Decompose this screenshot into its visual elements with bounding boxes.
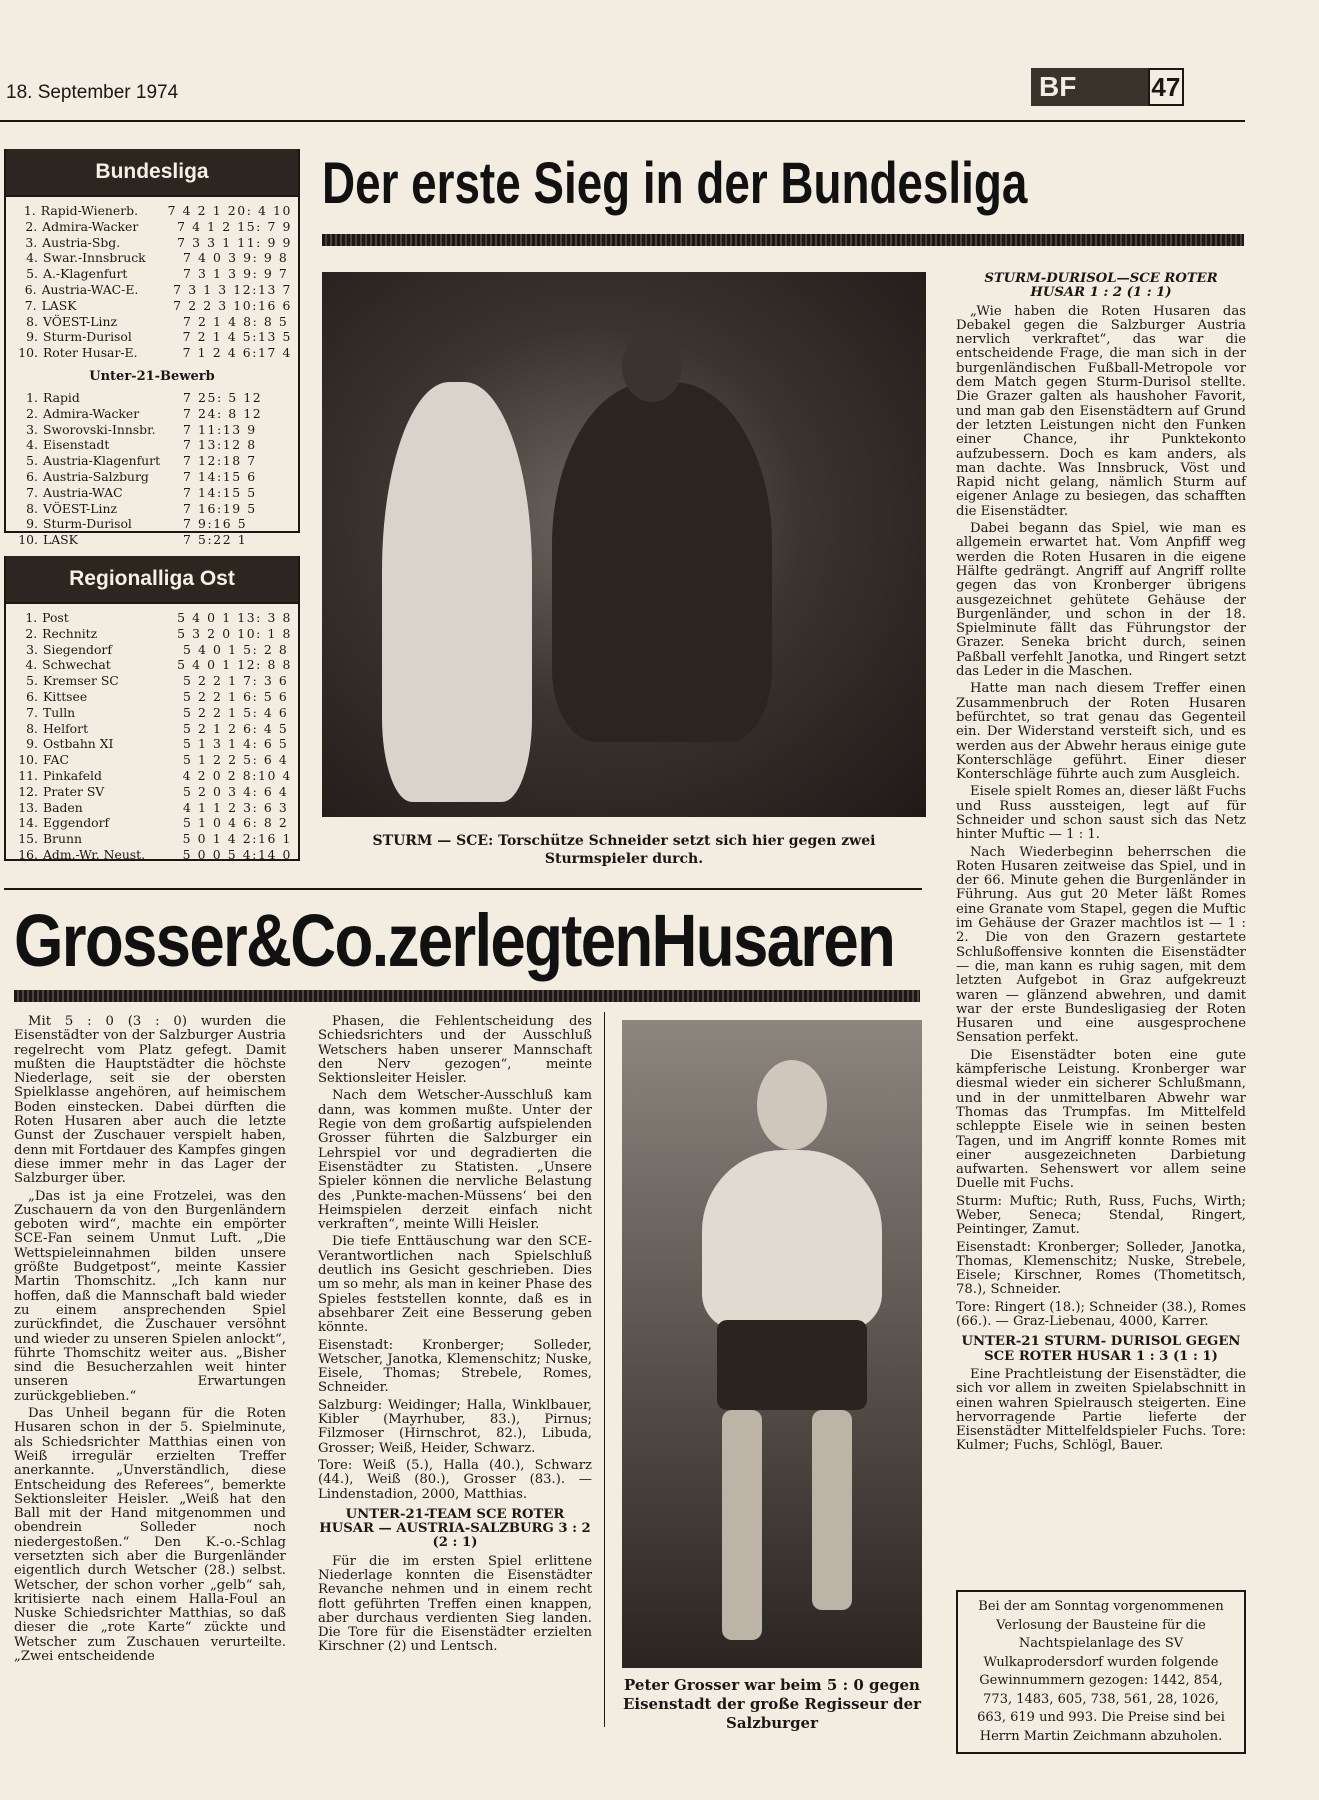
- table-row: [14, 626, 292, 642]
- regionalliga-rows: [6, 604, 298, 863]
- table-cell-rank: 7.: [24, 297, 37, 313]
- table-cell-stats: 7 4 2 1 20: 4 10: [167, 203, 292, 218]
- table-row: [14, 689, 292, 705]
- table-cell-stats: 7 2 1 4 5:13 5: [182, 329, 292, 345]
- paper-badge: [1031, 68, 1184, 106]
- table-cell-rank: 3.: [25, 234, 38, 250]
- table-cell-team: Eggendorf: [43, 815, 110, 831]
- headline-main: Der erste Sieg in der Bundesliga: [322, 151, 1028, 216]
- player-leg-right: [812, 1410, 852, 1610]
- table-cell-team: Ostbahn XI: [43, 736, 114, 752]
- table-cell-rank: 5.: [26, 673, 38, 689]
- table-row: [14, 815, 292, 831]
- table-cell-team: Kremser SC: [43, 673, 119, 689]
- table-cell-rank: 10.: [18, 752, 38, 768]
- table-cell-team: Roter Husar-E.: [42, 345, 138, 361]
- table-row: [14, 437, 292, 453]
- table-cell-rank: 3.: [26, 421, 38, 437]
- paragraph: Eisenstadt: Kronberger; Solleder, Wetscher, Janotka, Klemenschitz; Nuske, Eisele, Thomas; Strebele, Romes, Schneider.: [318, 1337, 592, 1396]
- article2-column-2: [318, 1015, 592, 1658]
- paragraph: Die Eisenstädter boten eine gute kämpferische Leistung. Kronberger war diesmal wieder ein sicherer Schlußmann, und in der unmittelbaren Abwehr war Thomas das Trumpfas. Im Mittelfeld schleppte Eisele wie in seinen besten Tagen, und im Angriff konnte Romes mit einer ausgezeichneten Darbietung aufwarten. Sehenswert vor allem seine Duelle mit Fuchs.: [956, 1047, 1246, 1192]
- table-cell-team: Austria-Sbg.: [42, 234, 121, 250]
- regionalliga-table: [4, 556, 300, 861]
- table-cell-stats: 7 2 1 4 8: 8 5: [183, 313, 289, 329]
- table-row: [14, 721, 292, 737]
- table-cell-stats: 7 14:15 6: [183, 468, 257, 484]
- player-leg-left: [722, 1410, 762, 1640]
- table-cell-team: Sworovski-Innsbr.: [43, 421, 156, 437]
- table-cell-stats: 7 25: 5 12: [183, 389, 263, 405]
- regionalliga-title: Regionalliga Ost: [6, 556, 298, 604]
- table-row: [14, 784, 292, 800]
- table-cell-rank: 5.: [26, 266, 38, 282]
- table-row: [14, 314, 292, 330]
- table-cell-rank: 9.: [26, 516, 38, 532]
- table-cell-team: Tulln: [43, 704, 76, 720]
- player-head: [622, 332, 682, 402]
- paragraph: Hatte man nach diesem Treffer einen Zusammenbruch der Roten Husaren befürchtet, so trat genau das Gegenteil ein. Der Widerstand versteift sich, und es werden aus der Abwehr heraus einige gute Konterschläge geführt. Einer dieser Konterschläge führte auch zum Ausgleich.: [956, 681, 1246, 783]
- table-cell-team: VÖEST-Linz: [43, 500, 117, 516]
- u21-rows: [6, 390, 298, 548]
- bundesliga-title: Bundesliga: [6, 149, 298, 197]
- table-cell-stats: 7 3 1 3 9: 9 7: [183, 266, 289, 282]
- paragraph: „Das ist ja eine Frotzelei, was den Zuschauern da von den Burgenländern geboten wird“, machte ein empörter SCE-Fan seinem Unmut Luft. „Die Wettspieleinnahmen bilden unsere größte Budgetpost“, meinte Kassier Martin Thomschitz. „Ich kann nur hoffen, daß die Mannschaft bald wieder zu einem ansprechenden Spiel zurückfindet, die Zuschauer versöhnt und wieder zu unseren Spielen anlockt“, führte Thomschitz weiter aus. „Bisher sind die Besucherzahlen weit hinter unseren Erwartungen zurückgeblieben.“: [14, 1188, 286, 1404]
- table-cell-rank: 14.: [18, 815, 38, 831]
- table-row: [14, 485, 292, 501]
- table-row: [14, 203, 292, 219]
- player-shorts: [717, 1320, 867, 1410]
- table-row: [14, 406, 292, 422]
- table-cell-stats: 7 5:22 1: [183, 532, 248, 548]
- table-cell-rank: 1.: [25, 610, 38, 625]
- table-row: [14, 516, 292, 532]
- table-cell-stats: 5 4 0 1 13: 3 8: [177, 610, 292, 625]
- table-cell-rank: 2.: [25, 218, 38, 234]
- lottery-notice: Bei der am Sonntag vorgenommenen Verlosung der Bausteine für die Nachtspielanlage des SV Wulkaprodersdorf wurden folgende Gewinnummern gezogen: 1442, 854, 773, 1483, 605, 738, 561, 28, 1026, 663, 619 und 993. Die Preise sind bei Herrn Martin Zeichmann abzuholen.: [956, 1590, 1246, 1754]
- article2-u21-text: Für die im ersten Spiel erlittene Niederlage konnten die Eisenstädter Revanche nehmen und in einem recht flott geführten Treffen einen knappen, aber durchaus verdienten Sieg landen. Die Tore für die Eisenstädter erzielten Kirschner (2) und Lentsch.: [318, 1553, 592, 1655]
- table-cell-stats: 7 11:13 9: [183, 421, 257, 437]
- table-row: [14, 501, 292, 517]
- table-cell-stats: 5 0 1 4 2:16 1: [182, 831, 292, 847]
- table-cell-rank: 5.: [26, 453, 38, 469]
- table-cell-rank: 1.: [26, 389, 38, 405]
- table-cell-rank: 4.: [25, 657, 38, 673]
- table-cell-stats: 5 2 2 1 6: 5 6: [183, 688, 289, 704]
- page-number: 47: [1148, 68, 1184, 106]
- article2-top-rule: [4, 888, 922, 890]
- article2-column-1: [14, 1015, 286, 1667]
- table-cell-stats: 7 14:15 5: [183, 484, 257, 500]
- table-cell-team: Siegendorf: [43, 641, 112, 657]
- table-cell-team: Austria-Klagenfurt: [43, 453, 161, 469]
- table-cell-rank: 4.: [26, 250, 38, 266]
- headline-bar-2: [14, 990, 920, 1002]
- paragraph: Phasen, die Fehlentscheidung des Schiedsrichters und der Ausschluß Wetschers haben unserer Mannschaft den Nerv gezogen“, meinte Sektionsleiter Heisler.: [318, 1014, 592, 1087]
- table-cell-stats: 7 24: 8 12: [183, 405, 263, 421]
- table-cell-stats: 5 0 0 5 4:14 0: [182, 846, 292, 862]
- headline-second: Grosser&Co.zerlegtenHusaren: [14, 899, 895, 982]
- table-cell-team: Rapid-Wienerb.: [40, 203, 139, 218]
- table-cell-stats: 5 1 2 2 5: 6 4: [183, 752, 289, 768]
- table-cell-stats: 5 4 0 1 5: 2 8: [183, 641, 289, 657]
- player-white-figure: [382, 382, 532, 802]
- player-jersey: [702, 1150, 882, 1330]
- table-cell-rank: 8.: [26, 313, 38, 329]
- table-row: [14, 610, 292, 626]
- table-row: [14, 657, 292, 673]
- column-divider: [604, 1012, 605, 1727]
- table-cell-team: Adm.-Wr. Neust.: [42, 846, 146, 862]
- table-cell-team: LASK: [43, 532, 78, 548]
- table-cell-team: Prater SV: [43, 783, 105, 799]
- article2-u21-title: UNTER-21-TEAM SCE ROTER HUSAR — AUSTRIA-SALZBURG 3 : 2 (2 : 1): [319, 1506, 591, 1551]
- table-cell-rank: 11.: [18, 767, 38, 783]
- table-row: [14, 266, 292, 282]
- table-row: [14, 235, 292, 251]
- table-cell-stats: 5 2 1 2 6: 4 5: [183, 720, 289, 736]
- table-row: [14, 250, 292, 266]
- paragraph: Nach dem Wetscher-Ausschluß kam dann, was kommen mußte. Unter der Regie von dem großartig aufspielenden Grosser führten die Salzburger ein Lehrspiel vor und degradierten die Eisenstädter zu Statisten. „Unsere Spieler können die nervliche Belastung des ‚Punkte-machen-Müssens‘ bei den Heimspielen derzeit einfach nicht verkraften“, meinte Willi Heisler.: [318, 1088, 592, 1233]
- table-row: [14, 642, 292, 658]
- table-cell-stats: 7 13:12 8: [183, 437, 257, 453]
- table-row: [14, 532, 292, 548]
- table-cell-team: Kittsee: [43, 688, 88, 704]
- table-cell-team: Rechnitz: [42, 625, 98, 641]
- table-cell-stats: 7 2 2 3 10:16 6: [173, 297, 292, 313]
- table-cell-rank: 9.: [26, 736, 38, 752]
- paragraph: Eisele spielt Romes an, dieser läßt Fuchs und Russ aussteigen, legt auf für Schneider und schon saust sich das Netz hinter Muftic — 1 : 1.: [956, 784, 1246, 843]
- table-cell-rank: 7.: [26, 484, 38, 500]
- match-photo: [322, 272, 926, 817]
- table-row: [14, 768, 292, 784]
- table-cell-team: Eisenstadt: [43, 437, 110, 453]
- table-cell-rank: 9.: [26, 329, 38, 345]
- bundesliga-rows: [6, 197, 298, 361]
- table-cell-rank: 7.: [26, 704, 38, 720]
- table-row: [14, 453, 292, 469]
- table-row: [14, 345, 292, 361]
- article1-u21-text: Eine Prachtleistung der Eisenstädter, die sich vor allem in zweiten Spielabschnitt in einen wahren Spielrausch steigerten. Eine hervorragende Partie lieferte der Eisenstädter Mittelfeldspieler Fuchs. Tore: Kulmer; Fuchs, Schlögl, Bauer.: [956, 1366, 1246, 1454]
- table-cell-team: Post: [42, 610, 69, 625]
- table-cell-team: Rapid: [43, 389, 80, 405]
- table-cell-team: VÖEST-Linz: [43, 313, 117, 329]
- table-cell-stats: 7 3 3 1 11: 9 9: [177, 234, 292, 250]
- table-cell-rank: 4.: [26, 437, 38, 453]
- paragraph: Tore: Weiß (5.), Halla (40.), Schwarz (44.), Weiß (80.), Grosser (83.). — Lindenstadion, 2000, Matthias.: [318, 1457, 592, 1502]
- player-dark-figure: [552, 382, 772, 742]
- table-row: [14, 282, 292, 298]
- table-cell-team: Schwechat: [42, 657, 111, 673]
- table-cell-stats: 7 4 0 3 9: 9 8: [183, 250, 289, 266]
- table-cell-rank: 6.: [26, 468, 38, 484]
- paragraph: Dabei begann das Spiel, wie man es allgemein erwartet hat. Vom Anpfiff weg werden die Roten Husaren in die eigene Hälfte gedrängt. Angriff auf Angriff rollte gegen das von Kronberger übrigens ausgezeichnet gehütete Gehäuse der Burgenländer, und schon in der 18. Spielminute fällt das Führungstor der Grazer. Seneka bricht durch, seinen Paßball verfehlt Janotka, und Ringert setzt das Leder in die Maschen.: [956, 521, 1246, 680]
- table-cell-rank: 6.: [24, 281, 37, 297]
- paragraph: Salzburg: Weidinger; Halla, Winklbauer, Kibler (Mayrhuber, 83.), Pirnus; Filzmoser (Hirnschrot, 82.), Libuda, Grosser; Weiß, Heider, Schwarz.: [318, 1397, 592, 1456]
- paragraph: „Wie haben die Roten Husaren das Debakel gegen die Salzburger Austria nervlich verkraftet“, das war die entscheidende Frage, die man sich in der burgenländischen Fußball-Metropole vor dem Match gegen Sturm-Durisol stellte. Die Grazer galten als haushoher Favorit, und man gab den Eisenstädtern auf Grund der letzten Leistungen nicht den Funken einer Chance, ihr Punktekonto aufzubessern. Doch es kam anders, als man dachte. Was Innsbruck, Vöst und Rapid nicht gelang, nämlich Sturm auf eigener Anlage zu besiegen, das schafften die Eisenstädter.: [956, 303, 1246, 519]
- table-cell-stats: 7 1 2 4 6:17 4: [182, 345, 292, 361]
- table-cell-stats: 7 3 1 3 12:13 7: [173, 281, 292, 297]
- article1-kicker: STURM-DURISOL—SCE ROTER HUSAR 1 : 2 (1 : 1): [984, 271, 1218, 301]
- table-row: [14, 847, 292, 863]
- table-row: [14, 469, 292, 485]
- paragraph: Eisenstadt: Kronberger; Solleder, Janotka, Thomas, Klemenschitz; Nuske, Strebele, Eisele; Kirschner, Romes (Thometitsch, 78.), Schneider.: [956, 1239, 1246, 1298]
- paragraph: Tore: Ringert (18.); Schneider (38.), Romes (66.). — Graz-Liebenau, 4000, Karrer.: [956, 1299, 1246, 1330]
- headline-bar: [322, 234, 1244, 246]
- table-row: [14, 705, 292, 721]
- table-row: [14, 329, 292, 345]
- table-cell-stats: 5 2 2 1 5: 4 6: [183, 704, 289, 720]
- table-cell-team: FAC: [43, 752, 69, 768]
- player-head-2: [757, 1060, 827, 1150]
- table-cell-stats: 5 4 0 1 12: 8 8: [177, 657, 292, 673]
- table-cell-team: Sturm-Durisol: [42, 329, 132, 345]
- table-cell-rank: 8.: [26, 720, 38, 736]
- table-cell-stats: 5 2 0 3 4: 6 4: [183, 783, 289, 799]
- paragraph: Die tiefe Enttäuschung war den SCE-Verantwortlichen nach Spielschluß deutlich ins Gesicht geschrieben. Dies um so mehr, als man in keiner Phase des Spieles feststellen konnte, daß es in absehbarer Zeit eine Besserung geben könnte.: [318, 1234, 592, 1336]
- article1-body: [956, 305, 1246, 1192]
- table-row: [14, 219, 292, 235]
- article1-lineups: [956, 1195, 1246, 1330]
- table-cell-rank: 16.: [18, 846, 38, 862]
- table-cell-team: A.-Klagenfurt: [43, 266, 128, 282]
- table-row: [14, 736, 292, 752]
- table-cell-rank: 2.: [25, 625, 38, 641]
- table-cell-rank: 3.: [26, 641, 38, 657]
- article2-body-2: [318, 1015, 592, 1336]
- table-cell-stats: 5 2 2 1 7: 3 6: [183, 673, 289, 689]
- table-cell-team: Admira-Wacker: [43, 405, 140, 421]
- paragraph: Sturm: Muftic; Ruth, Russ, Fuchs, Wirth; Weber, Seneca; Stendal, Ringert, Peintinger, Zamut.: [956, 1193, 1246, 1238]
- table-row: [14, 831, 292, 847]
- table-cell-rank: 10.: [18, 345, 38, 361]
- article1-column: [956, 272, 1246, 1457]
- table-cell-team: Helfort: [43, 720, 89, 736]
- table-row: [14, 752, 292, 768]
- table-cell-team: Austria-WAC: [43, 484, 123, 500]
- table-cell-team: Brunn: [42, 831, 82, 847]
- table-cell-team: LASK: [41, 297, 77, 313]
- bundesliga-table: [4, 149, 300, 548]
- table-row: [14, 422, 292, 438]
- header-rule: [0, 120, 1245, 122]
- table-cell-team: Baden: [43, 799, 83, 815]
- paragraph: Nach Wiederbeginn beherrschen die Roten Husaren zeitweise das Spiel, und in der 66. Minute gehen die Burgenländer in Führung. Aus gut 20 Meter läßt Romes eine Granate vom Stapel, gegen die Muftic im Gehäuse der Grazer machtlos ist — 1 : 2. Die von den Grazern gestartete Schlußoffensive konnten die Eisenstädter — die, man kann es ruhig sagen, mit dem letzten Aufgebot in Graz aufgekreuzt waren — glänzend abwehren, und damit war der erste Bundesligasieg der Roten Husaren und eine ausgesprochene Sensation perfekt.: [956, 844, 1246, 1046]
- table-cell-team: Swar.-Innsbruck: [43, 250, 146, 266]
- table-cell-rank: 10.: [18, 532, 38, 548]
- paragraph: Mit 5 : 0 (3 : 0) wurden die Eisenstädter von der Salzburger Austria regelrecht vom Platz gefegt. Damit mußten die Hauptstädter die höchste Niederlage, seit sie der obersten Spielklasse angehören, auf heimischem Boden einstecken. Dabei dürften die Roten Husaren aber auch die letzte Gunst der Zuschauer verspielt haben, denn mit Fortdauer des Kampfes gingen diese immer mehr in das Lager der Salzburger über.: [14, 1014, 286, 1187]
- table-cell-team: Austria-WAC-E.: [41, 281, 139, 297]
- table-row: [14, 673, 292, 689]
- table-cell-stats: 7 16:19 5: [183, 500, 257, 516]
- u21-subtitle: Unter-21-Bewerb: [89, 368, 215, 384]
- table-cell-stats: 4 1 1 2 3: 6 3: [183, 799, 289, 815]
- table-cell-team: Austria-Salzburg: [43, 468, 149, 484]
- photo-caption-1: STURM — SCE: Torschütze Schneider setzt sich hier gegen zwei Sturmspieler durch.: [372, 833, 876, 867]
- table-cell-rank: 2.: [26, 405, 38, 421]
- table-cell-stats: 4 2 0 2 8:10 4: [182, 767, 292, 783]
- table-row: [14, 800, 292, 816]
- table-cell-team: Admira-Wacker: [42, 218, 139, 234]
- issue-date: 18. September 1974: [6, 82, 179, 103]
- table-cell-rank: 6.: [26, 688, 38, 704]
- table-cell-rank: 13.: [18, 799, 38, 815]
- grosser-photo: [622, 1020, 922, 1668]
- table-cell-rank: 1.: [23, 203, 36, 218]
- paper-name: BF: [1031, 68, 1148, 106]
- table-cell-stats: 5 1 3 1 4: 6 5: [183, 736, 289, 752]
- paragraph: Das Unheil begann für die Roten Husaren schon in der 5. Spielminute, als Schiedsrichter Matthias einen von Weiß irregulär erzielten Treffer anerkannte. „Unverständlich, diese Entscheidung des Referees“, bemerkte Sektionsleiter Heisler. „Weiß hat den Ball mit der Hand mitgenommen und obendrein Solleder noch niedergestoßen.“ Den K.-o.-Schlag versetzten sich aber die Burgenländer eigentlich durch Wetscher (28.) selbst. Wetscher, der schon vorher „gelb“ sah, kritisierte nach einem Halla-Foul an Nuske Schiedsrichter Matthias, so daß dieser die „rote Karte“ zückte und Wetscher zum Zuschauen verurteilte. „Zwei entscheidende: [14, 1406, 286, 1665]
- table-cell-stats: 5 1 0 4 6: 8 2: [183, 815, 289, 831]
- table-cell-rank: 8.: [26, 500, 38, 516]
- table-cell-stats: 7 9:16 5: [183, 516, 248, 532]
- table-row: [14, 298, 292, 314]
- article1-u21-title: UNTER-21 STURM- DURISOL GEGEN SCE ROTER HUSAR 1 : 3 (1 : 1): [961, 1334, 1241, 1364]
- table-cell-team: Sturm-Durisol: [43, 516, 132, 532]
- table-row: [14, 390, 292, 406]
- photo-caption-2: Peter Grosser war beim 5 : 0 gegen Eisenstadt der große Regisseur der Salzburger: [622, 1676, 922, 1732]
- table-cell-team: Pinkafeld: [42, 767, 102, 783]
- table-cell-stats: 7 4 1 2 15: 7 9: [177, 218, 292, 234]
- table-cell-stats: 7 12:18 7: [183, 453, 257, 469]
- table-cell-stats: 5 3 2 0 10: 1 8: [177, 625, 292, 641]
- table-cell-rank: 12.: [18, 783, 38, 799]
- article2-lineups: [318, 1339, 592, 1502]
- table-cell-rank: 15.: [18, 831, 38, 847]
